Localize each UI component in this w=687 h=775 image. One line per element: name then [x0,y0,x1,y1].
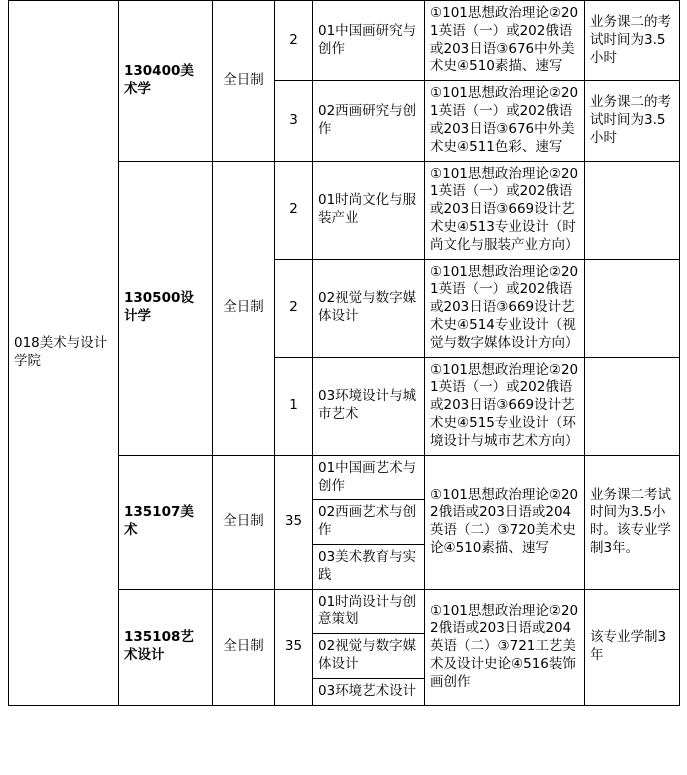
research-direction-cell: 02西画艺术与创作 [313,500,425,545]
enrollment-count-cell: 2 [275,161,313,259]
admission-catalog-table [8,0,680,706]
exam-subjects-cell: ①101思想政治理论②202俄语或203日语或204英语（二）③720美术史论④510素描、速写 [425,455,585,589]
study-mode-cell: 全日制 [213,589,275,705]
enrollment-count-cell: 2 [275,1,313,81]
research-direction-cell: 01中国画研究与创作 [313,1,425,81]
remark-cell [585,357,680,455]
remark-cell [585,259,680,357]
exam-subjects-cell: ①101思想政治理论②201英语（一）或202俄语或203日语③669设计艺术史④513专业设计（时尚文化与服装产业方向） [425,161,585,259]
major-cell: 135108艺术设计 [119,589,213,705]
enrollment-count-cell: 3 [275,81,313,161]
enrollment-count-cell: 35 [275,455,313,589]
exam-subjects-cell: ①101思想政治理论②202俄语或203日语或204英语（二）③721工艺美术及设计史论④516装饰画创作 [425,589,585,705]
major-cell: 135107美术 [119,455,213,589]
major-cell: 130500设计学 [119,161,213,455]
research-direction-cell: 01时尚设计与创意策划 [313,589,425,634]
research-direction-cell: 01中国画艺术与创作 [313,455,425,500]
remark-cell: 该专业学制3年 [585,589,680,705]
enrollment-count-cell: 2 [275,259,313,357]
exam-subjects-cell: ①101思想政治理论②201英语（一）或202俄语或203日语③676中外美术史④511色彩、速写 [425,81,585,161]
college-cell: 018美术与设计学院 [9,1,119,706]
research-direction-cell: 03环境设计与城市艺术 [313,357,425,455]
enrollment-count-cell: 1 [275,357,313,455]
remark-cell: 业务课二的考试时间为3.5小时 [585,81,680,161]
remark-cell: 业务课二考试时间为3.5小时。该专业学制3年。 [585,455,680,589]
exam-subjects-cell: ①101思想政治理论②201英语（一）或202俄语或203日语③669设计艺术史④515专业设计（环境设计与城市艺术方向） [425,357,585,455]
research-direction-cell: 03美术教育与实践 [313,544,425,589]
table-row [9,1,680,81]
remark-cell [585,161,680,259]
research-direction-cell: 03环境艺术设计 [313,678,425,705]
research-direction-cell: 01时尚文化与服装产业 [313,161,425,259]
research-direction-cell: 02西画研究与创作 [313,81,425,161]
major-cell: 130400美术学 [119,1,213,162]
research-direction-cell: 02视觉与数字媒体设计 [313,634,425,679]
remark-cell: 业务课二的考试时间为3.5小时 [585,1,680,81]
study-mode-cell: 全日制 [213,455,275,589]
exam-subjects-cell: ①101思想政治理论②201英语（一）或202俄语或203日语③669设计艺术史④514专业设计（视觉与数字媒体设计方向） [425,259,585,357]
exam-subjects-cell: ①101思想政治理论②201英语（一）或202俄语或203日语③676中外美术史④510素描、速写 [425,1,585,81]
research-direction-cell: 02视觉与数字媒体设计 [313,259,425,357]
enrollment-count-cell: 35 [275,589,313,705]
study-mode-cell: 全日制 [213,161,275,455]
study-mode-cell: 全日制 [213,1,275,162]
